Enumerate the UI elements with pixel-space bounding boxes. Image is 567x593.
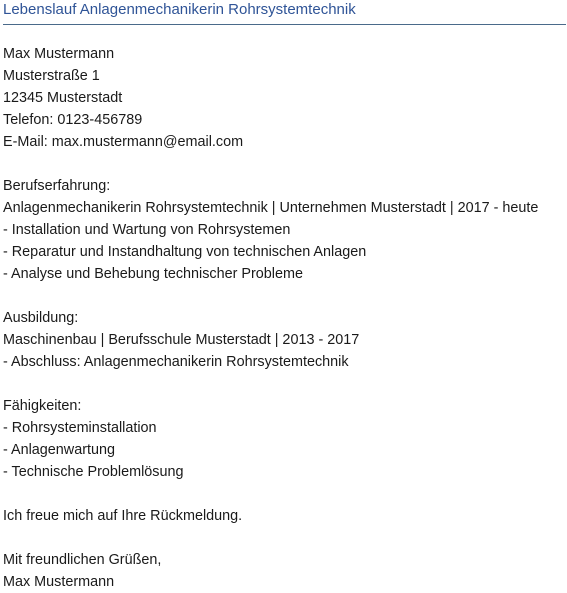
skills-item: - Technische Problemlösung	[3, 464, 184, 480]
spacer	[3, 285, 563, 307]
contact-email: E-Mail: max.mustermann@email.com	[3, 134, 244, 150]
spacer	[3, 373, 563, 395]
education-section	[3, 307, 563, 373]
document-body	[3, 43, 563, 593]
spacer	[3, 483, 563, 505]
education-heading: Ausbildung:	[3, 310, 79, 326]
closing-greeting: Mit freundlichen Grüßen,	[3, 552, 162, 568]
skills-item: - Anlagenwartung	[3, 442, 116, 458]
document-title: Lebenslauf Anlagenmechanikerin Rohrsystemtechnik	[3, 1, 356, 18]
education-entry: Maschinenbau | Berufsschule Musterstadt | 2013 - 2017	[3, 332, 360, 348]
experience-item: - Analyse und Behebung technischer Probleme	[3, 266, 303, 282]
spacer	[3, 153, 563, 175]
closing-signature: Max Mustermann	[3, 574, 115, 590]
experience-item: - Installation und Wartung von Rohrsystemen	[3, 222, 291, 238]
experience-item: - Reparatur und Instandhaltung von technischen Anlagen	[3, 244, 367, 260]
experience-section	[3, 175, 563, 285]
education-item: - Abschluss: Anlagenmechanikerin Rohrsystemtechnik	[3, 354, 349, 370]
spacer	[3, 527, 563, 549]
experience-position: Anlagenmechanikerin Rohrsystemtechnik | Unternehmen Musterstadt | 2017 - heute	[3, 200, 539, 216]
document-header	[3, 0, 566, 25]
contact-phone: Telefon: 0123-456789	[3, 112, 143, 128]
closing-section	[3, 505, 563, 593]
contact-city: 12345 Musterstadt	[3, 90, 123, 106]
contact-name: Max Mustermann	[3, 46, 115, 62]
experience-heading: Berufserfahrung:	[3, 178, 111, 194]
skills-section	[3, 395, 563, 483]
contact-block	[3, 43, 563, 153]
skills-item: - Rohrsysteminstallation	[3, 420, 157, 436]
skills-heading: Fähigkeiten:	[3, 398, 82, 414]
closing-text: Ich freue mich auf Ihre Rückmeldung.	[3, 508, 243, 524]
contact-street: Musterstraße 1	[3, 68, 100, 84]
